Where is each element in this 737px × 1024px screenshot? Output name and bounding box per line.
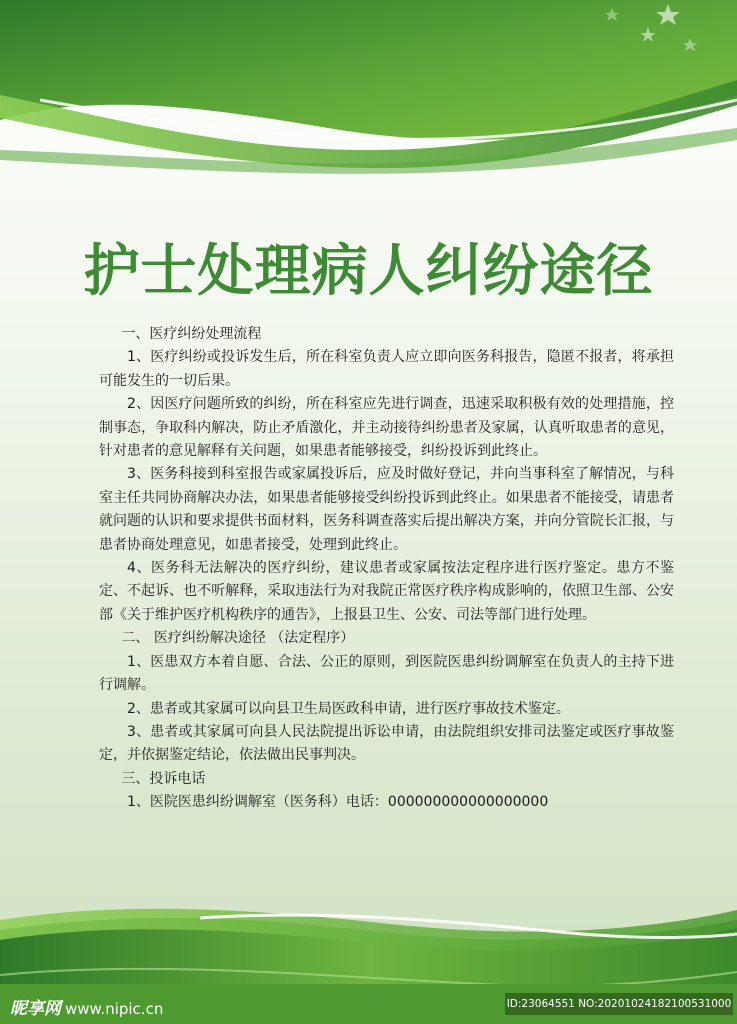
paragraph: 3、医务科接到科室报告或家属投诉后，应及时做好登记，并向当事科室了解情况，与科室主任共同协商解决办法，如果患者能够接受纠纷投诉到此终止。如果患者不能接受，请患者就问题的认识和要求提供书面材料，医务科调查落实后提出解决方案，并向分管院长汇报，与患者协商处理意见，如患者接受，处理到此终止。 — [99, 466, 674, 553]
page-title: 护士处理病人纠纷途径 — [83, 238, 654, 304]
paragraph: 3、患者或其家属可向县人民法院提出诉讼申请，由法院组织安排司法鉴定或医疗事故鉴定，并依据鉴定结论，依法做出民事判决。 — [99, 723, 674, 764]
watermark-id-box: ID:23064551 NO:20201024182100531000 — [505, 993, 733, 1015]
section-heading-1: 一、医疗纠纷处理流程 — [121, 326, 262, 342]
paragraph: 2、因医疗问题所致的纠纷，所在科室应先进行调查，迅速采取积极有效的处理措施，控制事态，争取科内解决，防止矛盾激化，并主动接待纠纷患者及家属，认真听取患者的意见，针对患者的意见解释有关问题，如果患者能够接受，纠纷投诉到此终止。 — [99, 396, 674, 460]
body-text — [99, 323, 674, 815]
watermark-site: www.nipic.cn — [65, 1000, 164, 1018]
phone-line: 1、医院医患纠纷调解室（医务科）电话：000000000000000000 — [127, 794, 549, 811]
top-green-wave-decoration — [0, 0, 737, 180]
paragraph: 1、医疗纠纷或投诉发生后，所在科室负责人应立即向医务科报告，隐匿不报者，将承担可能发生的一切后果。 — [99, 349, 674, 389]
watermark-logo — [10, 994, 163, 1019]
section-heading-3: 三、投诉电话 — [121, 770, 206, 787]
paragraph: 2、患者或其家属可以向县卫生局医政科申请，进行医疗事故技术鉴定。 — [127, 700, 570, 717]
paragraph: 4、医务科无法解决的医疗纠纷，建议患者或家属按法定程序进行医疗鉴定。患方不鉴定、不起诉、也不听解释，采取违法行为对我院正常医疗秩序构成影响的，依照卫生部、公安部《关于维护医疗机构秩序的通告》，上报县卫生、公安、司法等部门进行处理。 — [99, 560, 674, 623]
watermark-logo-text: 昵享网 — [10, 999, 61, 1019]
paragraph: 1、医患双方本着自愿、合法、公正的原则，到医院医患纠纷调解室在负责人的主持下进行调解。 — [99, 653, 674, 694]
section-heading-2: 二、 医疗纠纷解决途径 （法定程序） — [121, 630, 355, 647]
